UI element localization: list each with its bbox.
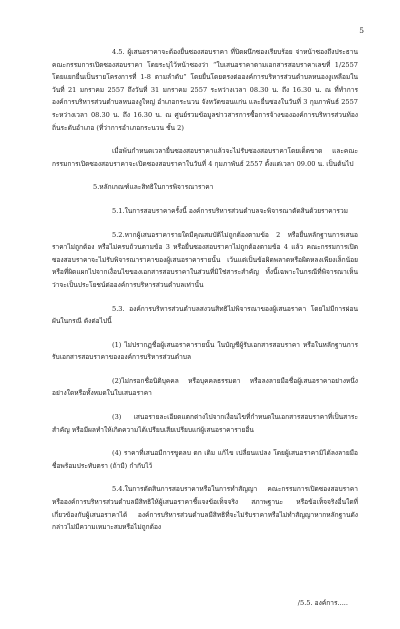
paragraph-4-5: 4.5. ผู้เสนอราคาจะต้องยื่นซองสอบราคา ที่ปิดผนึกซองเรียบร้อย จ่าหน้าซองถึงประธานคณะกรรมการเปิดซองสอบราคา โดยระบุไว้หน้าซองว่า “ใบเสนอราคาตามเอกสารสอบราคาเลขที่ 1/2557 โดยแยกยื่นเป็นรายโครงการที่ 1-8 ตามลำดับ” โดยยื่นโดยตรงต่อองค์การบริหารส่วนตำบลหนองงูเหลือมในวันที่ 21 มกราคม 2557 ถึงวันที่ 31 มกราคม 2557 ระหว่างเวลา 08.30 น. ถึง 16.30 น. ณ ที่ทำการองค์การบริหารส่วนตำบลหนองงูใหญ่ อำเภอกระนวน จังหวัดขอนแก่น และยื่นซองในวันที่ 3 กุมภาพันธ์ 2557 ระหว่างเวลา 08.30 น. ถึง 16.30 น. ณ ศูนย์รวมข้อมูลข่าวสารการซื้อการจ้างขององค์การบริหารส่วนท้องถิ่นระดับอำเภอ (ที่ว่าการอำเภอกระนวน ชั้น 2) <box>52 48 358 132</box>
paragraph-5-3: 5.3. องค์การบริหารส่วนตำบลสงวนสิทธิไม่พิจารณาของผู้เสนอราคา โดยไม่มีการผ่อนผันในกรณี ดังต่อไปนี้ <box>52 304 358 326</box>
paragraph-5-3-4: (4) ราคาที่เสนอมีการขูดลบ ตก เติม แก้ไข เปลี่ยนแปลง โดยผู้เสนอราคามิได้ลงลายมือชื่อพร้อมประทับตรา (ถ้ามี) กำกับไว้ <box>52 449 358 470</box>
paragraph-5-3-1: (1) ไม่ปรากฏชื่อผู้เสนอราคารายนั้น ในบัญชีผู้รับเอกสารสอบราคา หรือในหลักฐานการรับเอกสารสอบราคาขององค์การบริหารส่วนตำบล <box>52 340 358 362</box>
document-body <box>52 46 358 545</box>
page-number: 5 <box>359 26 364 35</box>
paragraph-5-4: 5.4.ในการตัดสินการสอบราคาหรือในการทำสัญญา คณะกรรมการเปิดซองสอบราคาหรือองค์การบริหารส่วนตำบลมีสิทธิให้ผู้เสนอราคาชี้แจงข้อเท็จจริง สภาพฐานะ หรือข้อเท็จจริงอื่นใดที่เกี่ยวข้องกับผู้เสนอราคาได้ องค์การบริหารส่วนตำบลมีสิทธิที่จะไม่รับราคาหรือไม่ทำสัญญาหากหลักฐานดังกล่าวไม่มีความเหมาะสมหรือไม่ถูกต้อง <box>52 485 358 532</box>
continuation-note: /5.5. องค์การ..... <box>297 599 348 607</box>
section-5-heading: 5.หลักเกณฑ์และสิทธิในการพิจารณาราคา <box>93 183 214 192</box>
paragraph-4-5-deadline: เมื่อพ้นกำหนดเวลายื่นซองสอบราคาแล้วจะไม่รับซองสอบราคาโดยเด็ดขาด และคณะกรรมการเปิดซองสอบราคาจะเปิดซองสอบราคาในวันที่ 4 กุมภาพันธ์ 2557 ตั้งแต่เวลา 09.00 น. เป็นต้นไป <box>52 147 358 168</box>
paragraph-5-2: 5.2.หากผู้เสนอราคารายใดมีคุณสมบัติไม่ถูกต้องตามข้อ 2 หรือยื่นหลักฐานการเสนอราคาไม่ถูกต้อง หรือไม่ครบถ้วนตามข้อ 3 หรือยื่นซองสอบราคาไม่ถูกต้องตามข้อ 4 แล้ว คณะกรรมการเปิดซองสอบราคาจะไม่รับพิจารณาราคาของผู้เสนอราคารายนั้น เว้นแต่เป็นข้อผิดพลาดหรือผิดหลงเพียงเล็กน้อย หรือที่ผิดแผกไปจากเงื่อนไขของเอกสารสอบราคาในส่วนที่มิใช่สาระสำคัญ ทั้งนี้เฉพาะในกรณีที่พิจารณาเห็นว่าจะเป็นประโยชน์ต่อองค์การบริหารส่วนตำบลเท่านั้น <box>52 230 358 289</box>
paragraph-5-3-2: (2)ไม่กรอกชื่อนิติบุคคล หรือบุคคลธรรมดา หรือลงลายมือชื่อผู้เสนอราคาอย่างหนึ่งอย่างใดหรือทั้งหมดในใบเสนอราคา <box>52 376 358 398</box>
paragraph-5-1: 5.1.ในการสอบราคาครั้งนี้ องค์การบริหารส่วนตำบลจะพิจารณาตัดสินด้วยราคารวม <box>112 206 349 215</box>
paragraph-5-3-3: (3) เสนอรายละเอียดแตกต่างไปจากเงื่อนไขที่กำหนดในเอกสารสอบราคาที่เป็นสาระสำคัญ หรือมีผลทำให้เกิดความได้เปรียบเสียเปรียบแก่ผู้เสนอราคารายอื่น <box>52 413 358 434</box>
